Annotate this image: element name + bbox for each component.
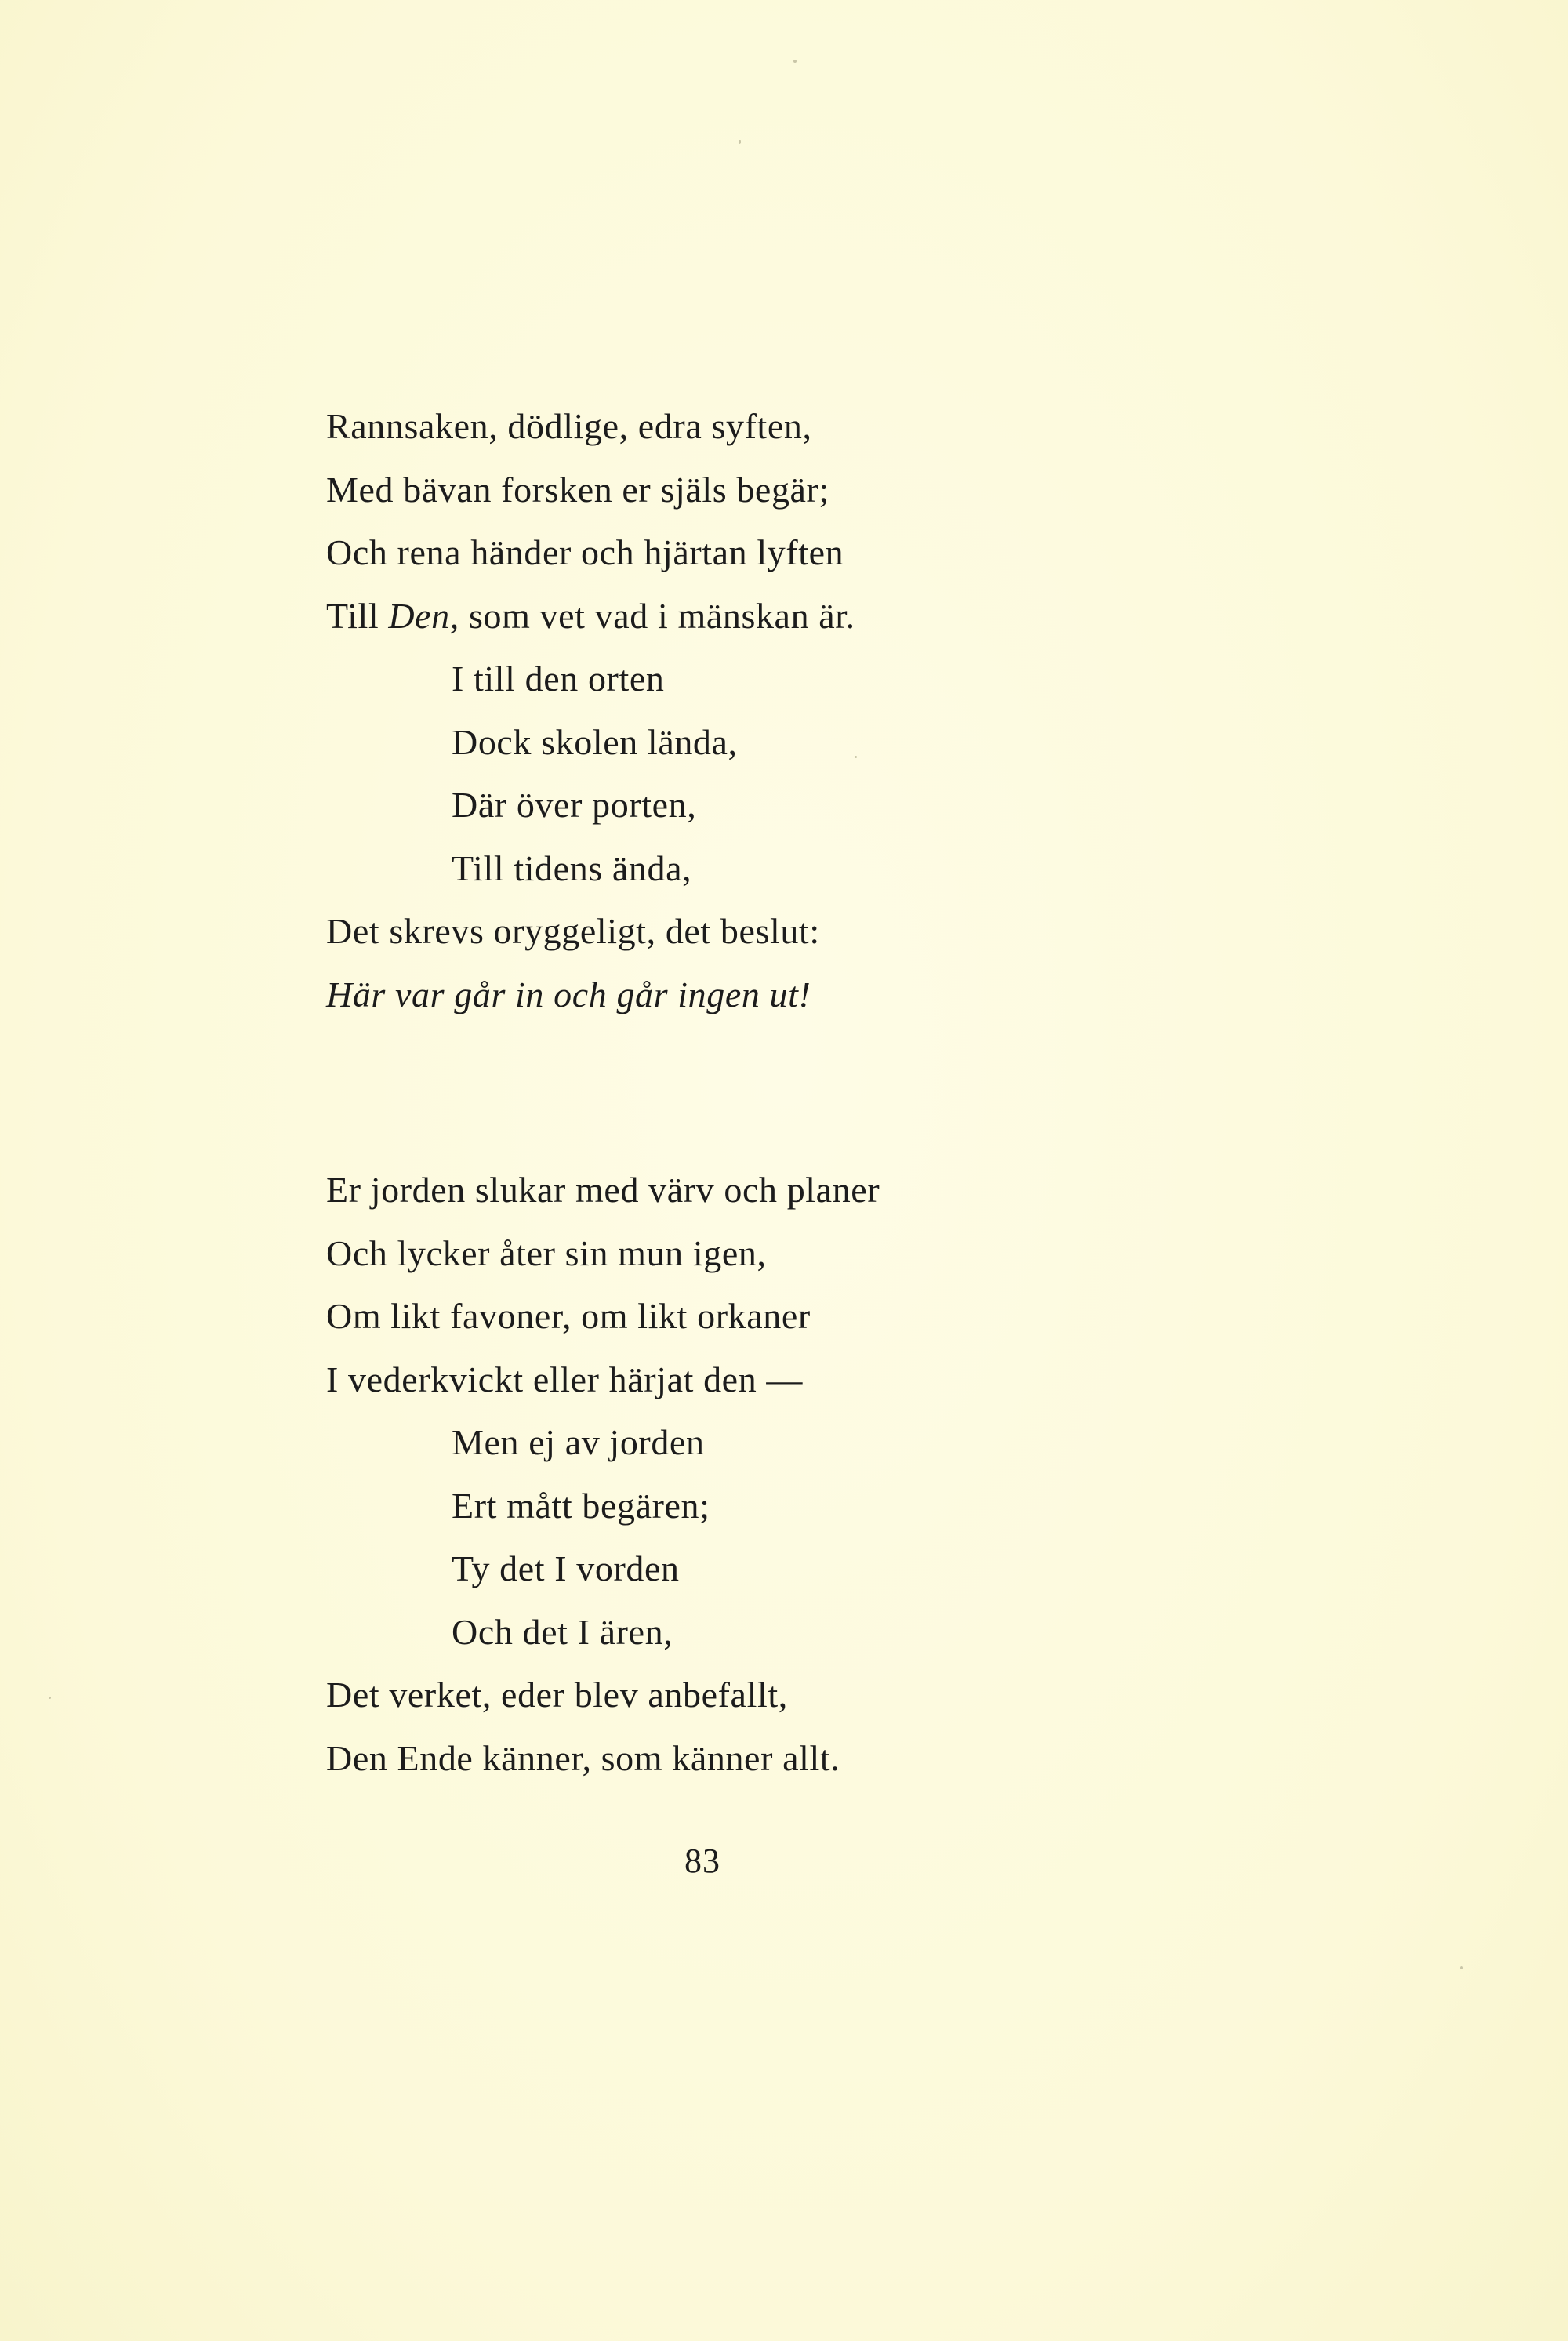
poem-line: I vederkvickt eller härjat den — — [326, 1359, 803, 1399]
paper-speck — [49, 1697, 51, 1699]
poem-stanza-1 — [326, 395, 1267, 1026]
poem-text: som vet vad i mänskan är. — [459, 595, 855, 636]
poem-line: Och rena händer och hjärtan lyften — [326, 532, 844, 572]
poem-line: Med bävan forsken er själs begär; — [326, 469, 829, 510]
poem-line-indented: Ert mått begären; — [452, 1485, 710, 1526]
poem-line-indented: Ty det I vorden — [452, 1548, 680, 1588]
poem-line-italic: Här var går in och går ingen ut! — [326, 974, 811, 1014]
poem-line: Det verket, eder blev anbefallt, — [326, 1675, 788, 1715]
poem-line-indented: Till tidens ända, — [452, 847, 692, 888]
poem-line-indented: Och det I ären, — [452, 1611, 673, 1652]
poem-stanza-2 — [326, 1159, 1267, 1790]
paper-speck — [855, 756, 857, 758]
poem-line-indented: Men ej av jorden — [452, 1422, 705, 1462]
poem-line-indented: Där över porten, — [452, 785, 697, 825]
poem-line-indented: Dock skolen lända, — [452, 721, 738, 762]
poem-line: Rannsaken, dödlige, edra syften, — [326, 406, 812, 446]
poem-line: Er jorden slukar med värv och planer — [326, 1170, 880, 1210]
poem-line-indented: I till den orten — [452, 659, 665, 699]
paper-speck — [793, 60, 797, 63]
paper-speck — [739, 140, 741, 144]
page-number: 83 — [684, 1842, 720, 1880]
poem-line: Om likt favoner, om likt orkaner — [326, 1296, 811, 1336]
poem-line — [326, 585, 1267, 648]
poem-line: Det skrevs oryggeligt, det beslut: — [326, 911, 820, 951]
poem-text: Till — [326, 595, 389, 636]
paper-speck — [1460, 1966, 1463, 1969]
poem-line: Och lycker åter sin mun igen, — [326, 1232, 767, 1273]
poem-emphasis: Den, — [388, 595, 459, 636]
poem-line: Den Ende känner, som känner allt. — [326, 1737, 840, 1778]
